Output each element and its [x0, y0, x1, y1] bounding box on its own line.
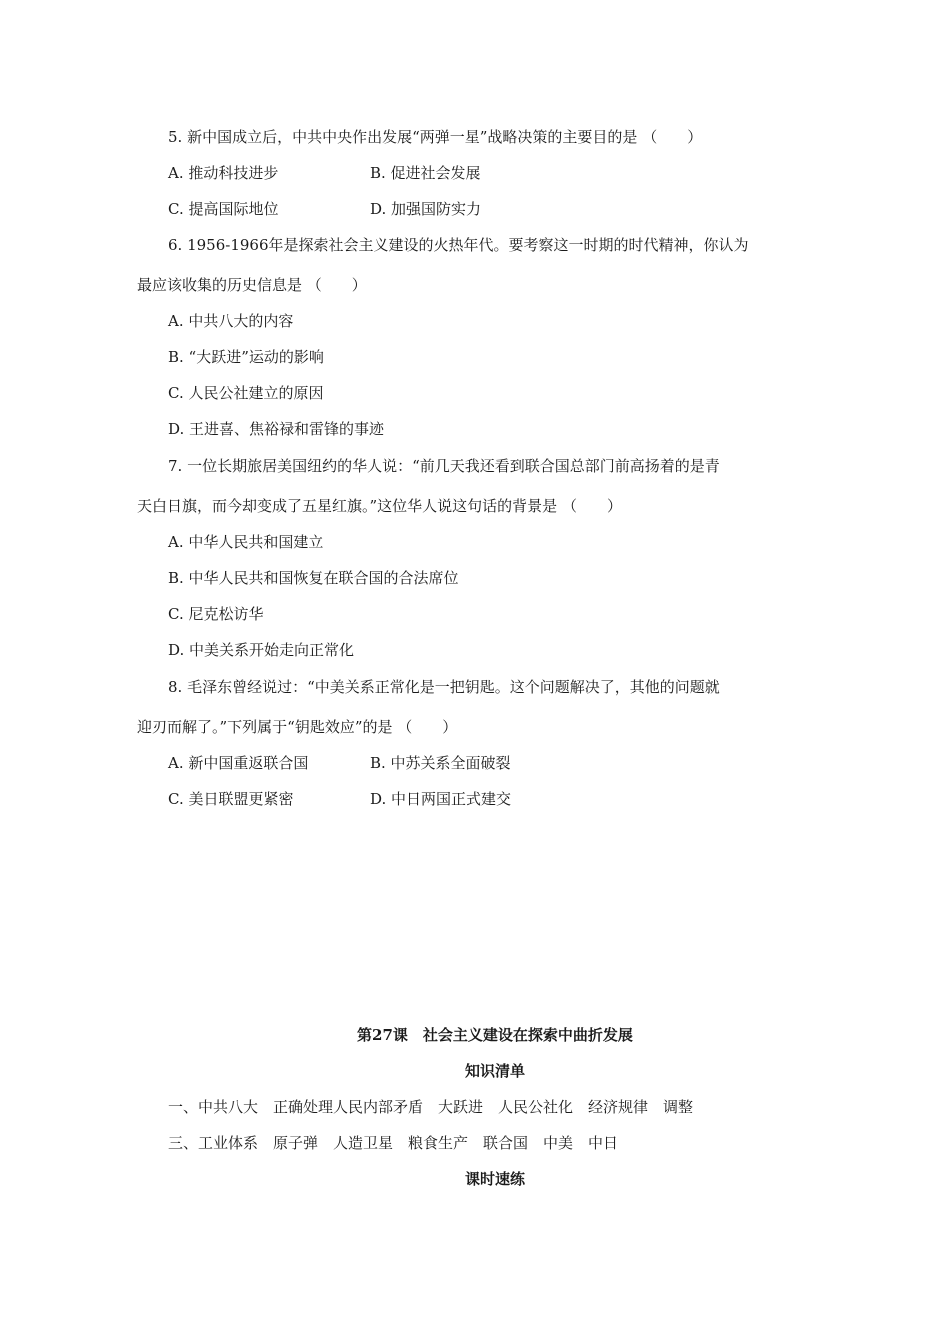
question-7-option-c: C. 尼克松访华: [168, 605, 264, 623]
question-5-option-b: B. 促进社会发展: [370, 164, 481, 182]
question-6-stem-line1: 6. 1956-1966年是探索社会主义建设的火热年代。要考察这一时期的时代精神，你认为: [168, 236, 749, 254]
question-5-stem: 5. 新中国成立后，中共中央作出发展“两弹一星”战略决策的主要目的是 （ ）: [168, 128, 703, 146]
question-6-stem-line2: 最应该收集的历史信息是 （ ）: [137, 276, 367, 294]
answer-line-1: 一、中共八大 正确处理人民内部矛盾 大跃进 人民公社化 经济规律 调整: [168, 1098, 694, 1116]
section-heading-practice: 课时速练: [464, 1170, 525, 1188]
question-7-option-d: D. 中美关系开始走向正常化: [168, 641, 355, 659]
question-8-option-d: D. 中日两国正式建交: [370, 790, 512, 808]
question-8-option-a: A. 新中国重返联合国: [168, 754, 309, 772]
question-8-stem-line2: 迎刃而解了。”下列属于“钥匙效应”的是 （ ）: [137, 718, 458, 736]
question-6-option-a: A. 中共八大的内容: [168, 312, 294, 330]
question-5-option-a: A. 推动科技进步: [168, 164, 279, 182]
question-6-option-b: B. “大跃进”运动的影响: [168, 348, 324, 366]
section-heading-knowledge: 知识清单: [464, 1062, 525, 1080]
question-7-stem-line1: 7. 一位长期旅居美国纽约的华人说：“前几天我还看到联合国总部门前高扬着的是青: [168, 457, 720, 475]
question-8-option-c: C. 美日联盟更紧密: [168, 790, 294, 808]
question-5-option-d: D. 加强国防实力: [370, 200, 482, 218]
question-7-stem-line2: 天白日旗，而今却变成了五星红旗。”这位华人说这句话的背景是 （ ）: [137, 497, 622, 515]
lesson-title: 第27课 社会主义建设在探索中曲折发展: [357, 1026, 633, 1044]
answer-line-2: 三、工业体系 原子弹 人造卫星 粮食生产 联合国 中美 中日: [168, 1134, 619, 1152]
question-8-option-b: B. 中苏关系全面破裂: [370, 754, 511, 772]
question-6-option-c: C. 人民公社建立的原因: [168, 384, 324, 402]
question-7-option-a: A. 中华人民共和国建立: [168, 533, 324, 551]
question-6-option-d: D. 王进喜、焦裕禄和雷锋的事迹: [168, 420, 385, 438]
question-8-stem-line1: 8. 毛泽东曾经说过：“中美关系正常化是一把钥匙。这个问题解决了，其他的问题就: [168, 678, 720, 696]
question-5-option-c: C. 提高国际地位: [168, 200, 279, 218]
question-7-option-b: B. 中华人民共和国恢复在联合国的合法席位: [168, 569, 459, 587]
